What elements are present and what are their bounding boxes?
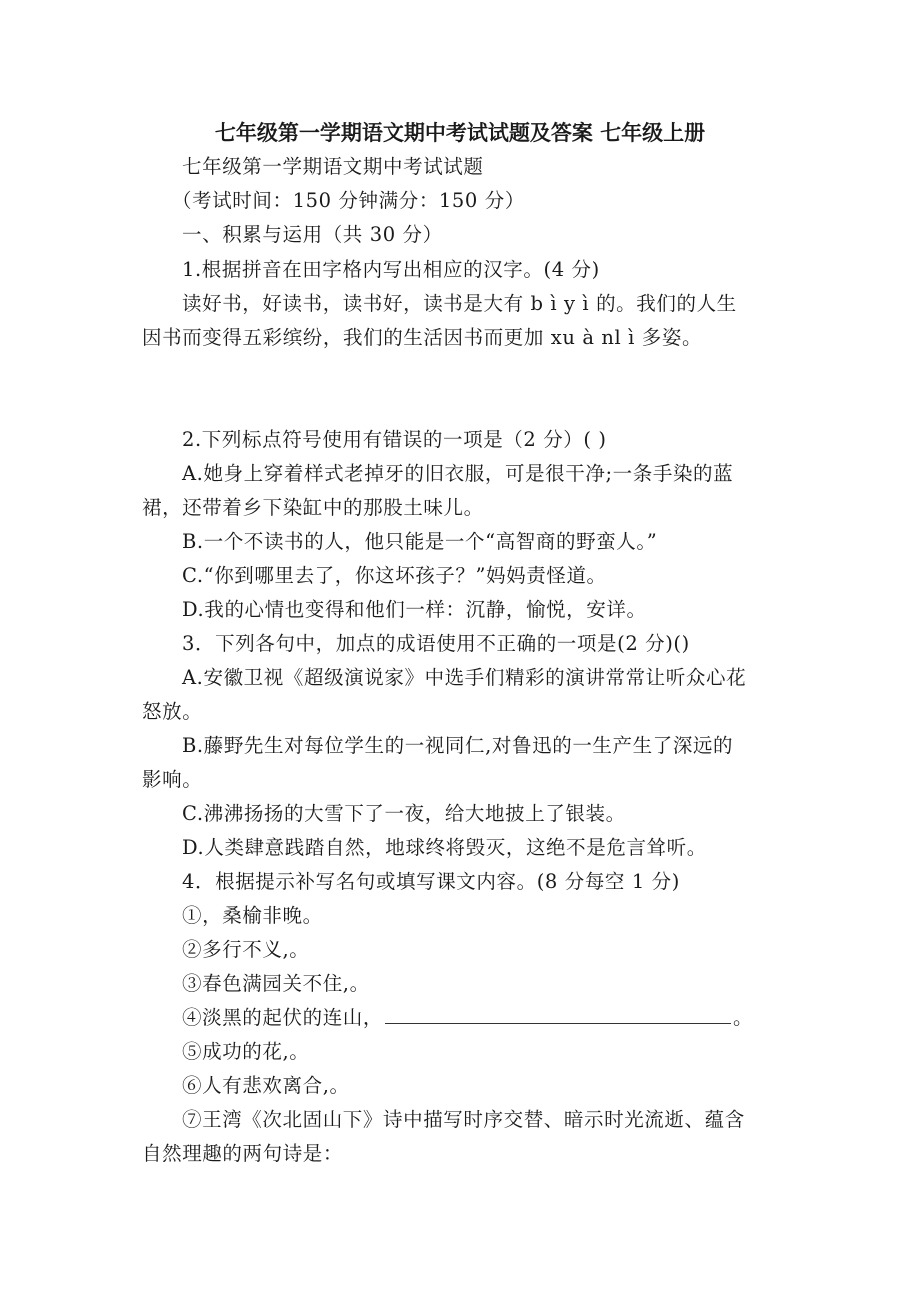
question-2-option-c: C.“你到哪里去了，你这坏孩子？”妈妈责怪道。 xyxy=(182,564,607,587)
question-1-prompt: 1.根据拼音在田字格内写出相应的汉字。(4 分) xyxy=(182,258,600,281)
question-2-option-d: D.我的心情也变得和他们一样：沉静，愉悦，安详。 xyxy=(182,598,647,621)
question-2-option-a: A.她身上穿着样式老掉牙的旧衣服，可是很干净;一条手染的蓝 xyxy=(182,462,734,485)
question-2-option-b: B.一个不读书的人，他只能是一个“高智商的野蛮人。” xyxy=(182,530,658,553)
question-3-option-a: A.安徽卫视《超级演说家》中选手们精彩的演讲常常让听众心花 xyxy=(182,666,747,689)
question-4-prompt: 4．根据提示补写名句或填写课文内容。(8 分每空 1 分) xyxy=(182,870,680,893)
exam-info: （考试时间：150 分钟满分：150 分） xyxy=(172,189,525,212)
question-1-text: 读好书，好读书，读书好，读书是大有 b ì y ì 的。我们的人生 xyxy=(182,292,737,315)
document-title: 七年级第一学期语文期中考试试题及答案 七年级上册 xyxy=(214,120,706,145)
answer-blank[interactable] xyxy=(385,1003,731,1024)
question-3-option-c: C.沸沸扬扬的大雪下了一夜，给大地披上了银装。 xyxy=(182,802,626,825)
question-4-item: ②多行不义,。 xyxy=(182,938,310,961)
question-4-item: ①，桑榆非晚。 xyxy=(182,904,323,927)
question-2-prompt: 2.下列标点符号使用有错误的一项是（2 分）( ) xyxy=(182,428,607,451)
question-4-item: ⑤成功的花,。 xyxy=(182,1040,310,1063)
question-3-option-d: D.人类肆意践踏自然，地球终将毁灭，这绝不是危言耸听。 xyxy=(182,836,707,859)
question-4-item-text: 。 xyxy=(733,1006,754,1029)
question-1-text: 因书而变得五彩缤纷，我们的生活因书而更加 xu à nl ì 多姿。 xyxy=(142,326,703,349)
question-3-option-b: B.藤野先生对每位学生的一视同仁,对鲁迅的一生产生了深远的 xyxy=(182,734,734,757)
section-heading: 一、积累与运用（共 30 分） xyxy=(182,223,443,246)
question-4-item: ⑦王湾《次北固山下》诗中描写时序交替、暗示时光流逝、蕴含 xyxy=(182,1108,745,1131)
question-3-option-b: 影响。 xyxy=(142,768,203,791)
question-2-option-a: 裙，还带着乡下染缸中的那股土味儿。 xyxy=(142,496,484,519)
question-4-item: ③春色满园关不住,。 xyxy=(182,972,370,995)
question-4-item: ⑥人有悲欢离合,。 xyxy=(182,1074,350,1097)
question-3-prompt: 3．下列各句中，加点的成语使用不正确的一项是(2 分)() xyxy=(182,632,690,655)
question-3-option-a: 怒放。 xyxy=(142,700,203,723)
exam-subtitle: 七年级第一学期语文期中考试试题 xyxy=(182,155,484,178)
question-4-item: 自然理趣的两句诗是： xyxy=(142,1142,344,1165)
question-4-item-text: ④淡黑的起伏的连山， xyxy=(182,1006,384,1029)
question-4-item xyxy=(182,1003,753,1033)
